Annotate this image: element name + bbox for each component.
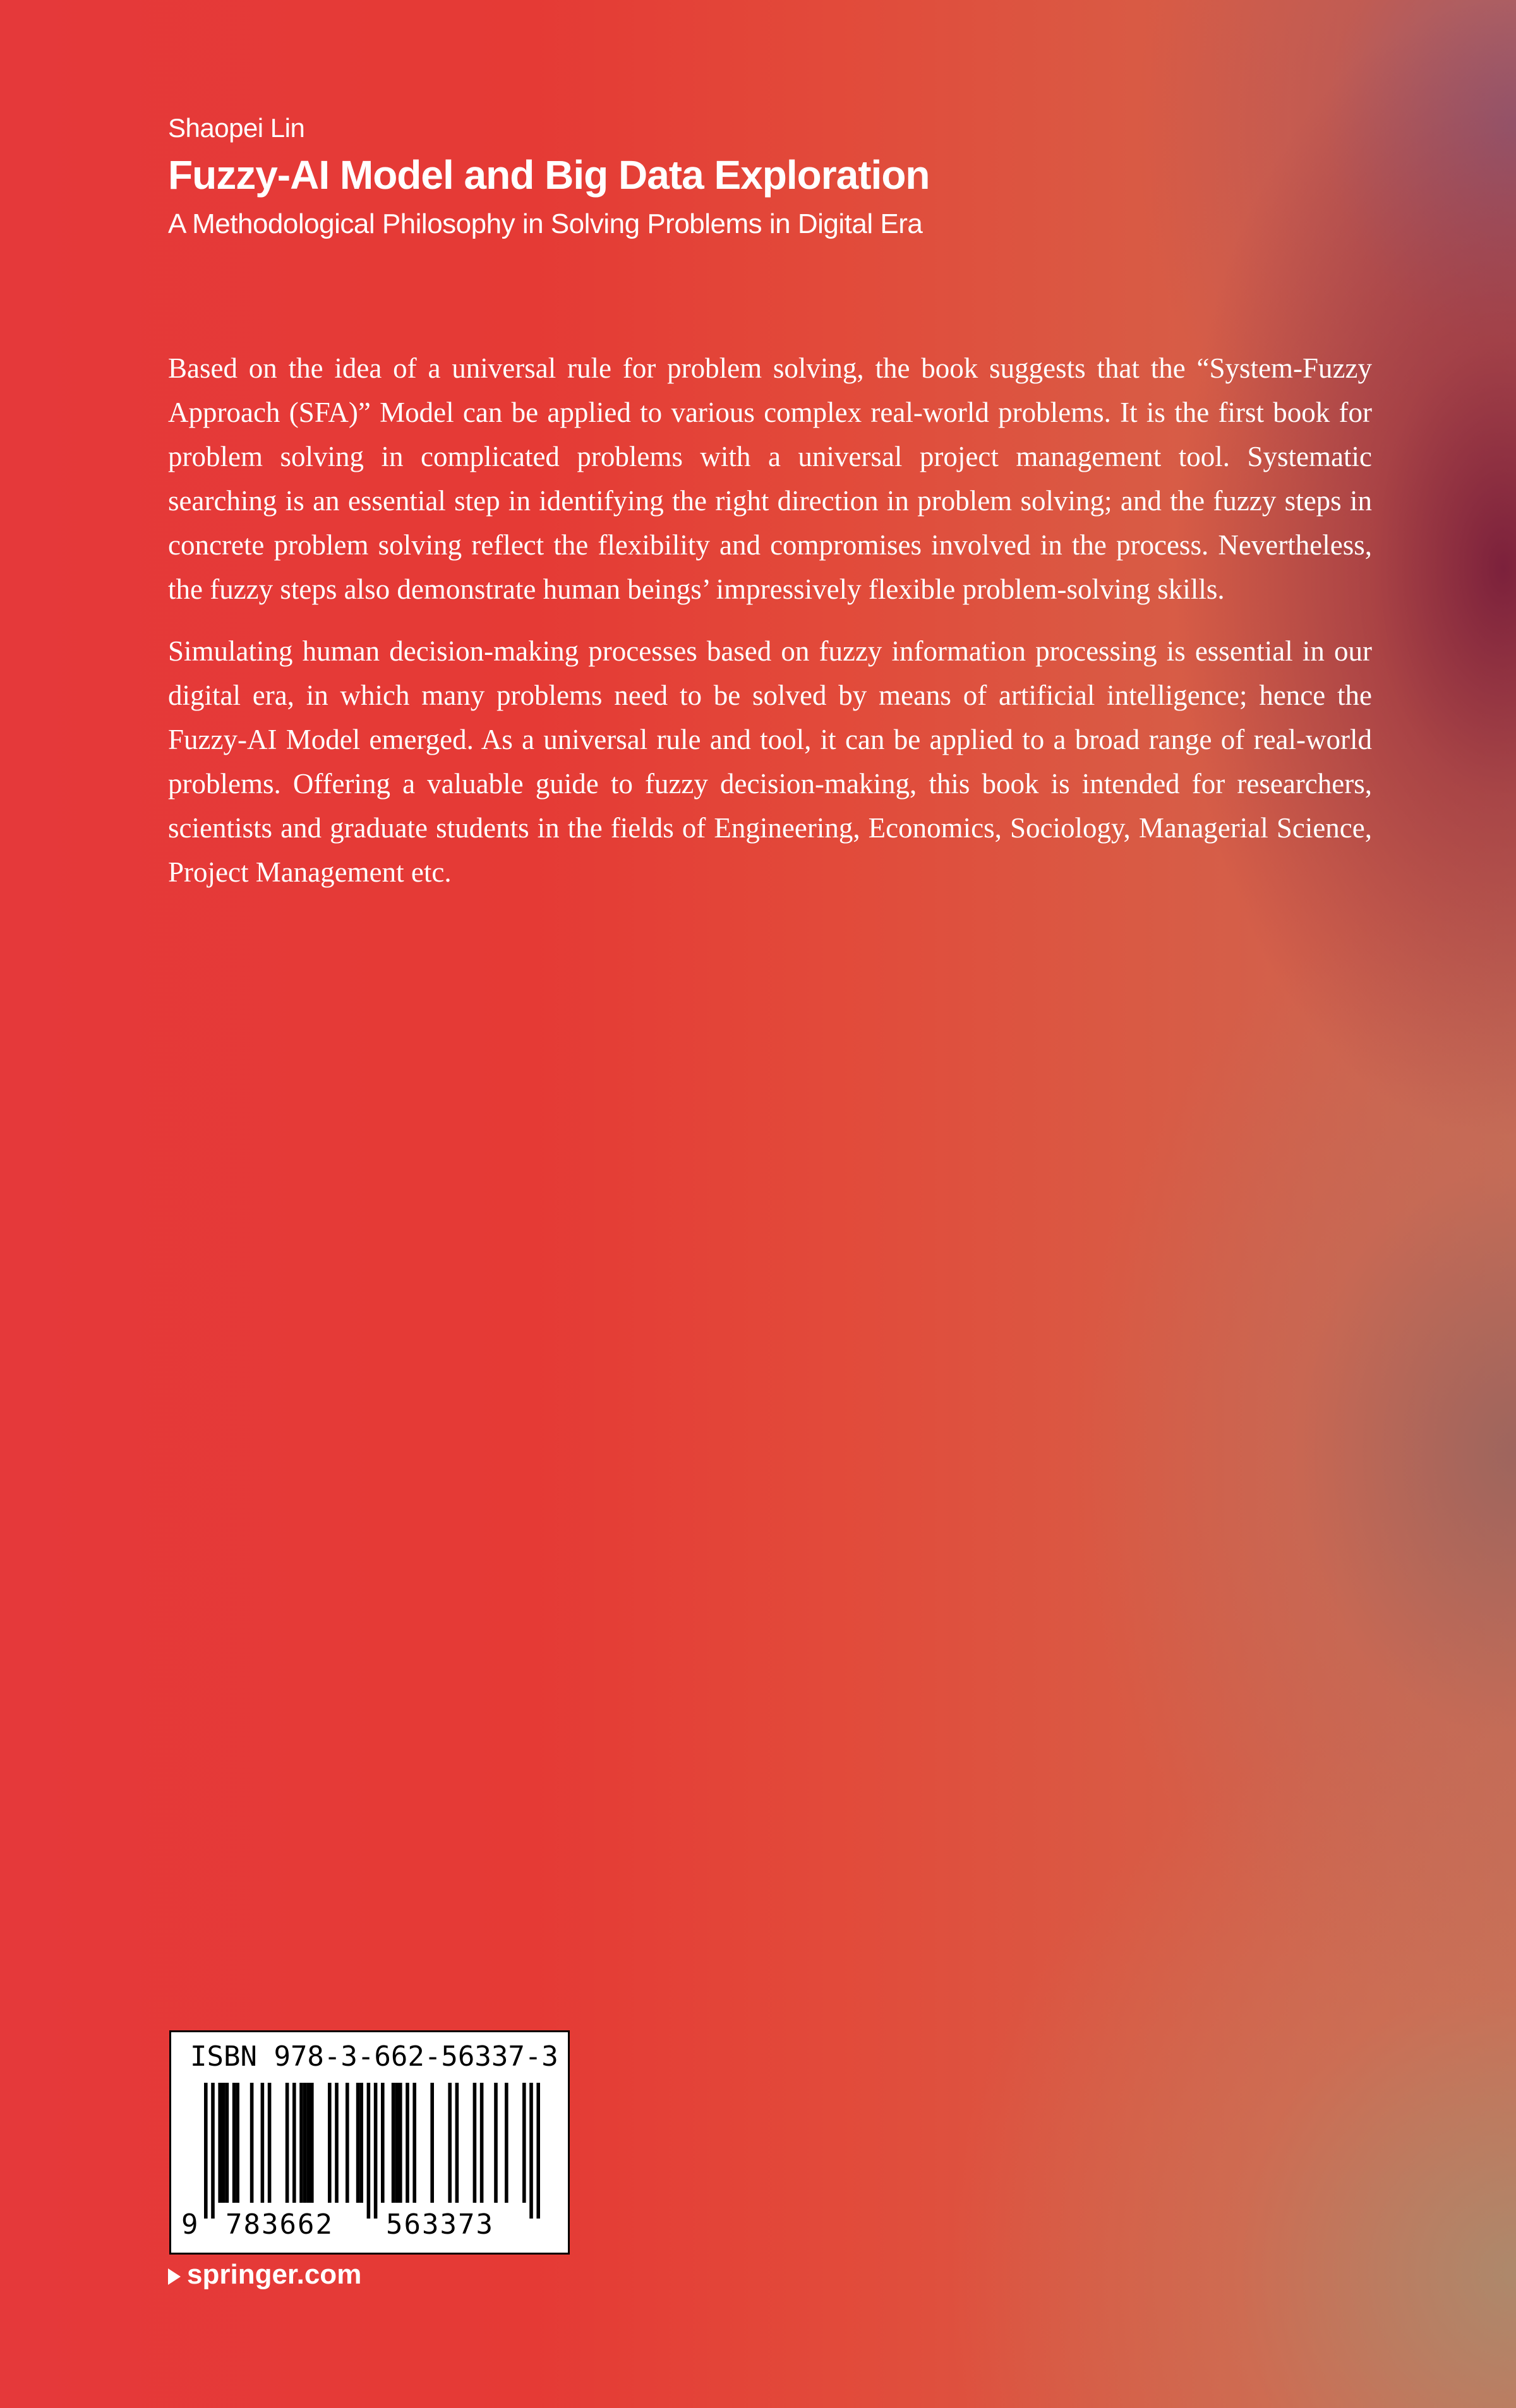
barcode-bar bbox=[211, 2083, 215, 2219]
barcode-bar bbox=[303, 2083, 307, 2203]
barcode-digit-group-right: 563373 bbox=[386, 2208, 494, 2241]
barcode-bar bbox=[286, 2083, 289, 2203]
barcode-digit-group-left: 783662 bbox=[226, 2208, 334, 2241]
barcode-bar bbox=[310, 2083, 314, 2203]
barcode-bar bbox=[268, 2083, 272, 2203]
author-name: Shaopei Lin bbox=[168, 113, 305, 143]
barcode-bar bbox=[226, 2083, 229, 2203]
barcode-bar bbox=[480, 2083, 484, 2203]
barcode-bar bbox=[359, 2083, 363, 2203]
description-paragraph-2: Simulating human decision-making processes based on fuzzy information processing is essential in our digital era, in which many problems need to be solved by means of artificial intelligence; hence the Fuzzy-AI Model emerged. As a universal rule and tool, it can be applied to a broad range of real-world problems. Offering a valuable guide to fuzzy decision-making, this book is intended for researchers, scientists and graduate students in the fields of Engineering, Economics, Sociology, Managerial Science, Project Management etc. bbox=[168, 635, 1372, 888]
barcode-bar bbox=[328, 2083, 332, 2203]
barcode-bar bbox=[367, 2083, 371, 2219]
barcode-bar bbox=[412, 2083, 416, 2203]
arrow-right-icon bbox=[168, 2268, 181, 2285]
barcode-bar bbox=[406, 2083, 409, 2203]
barcode-bar bbox=[356, 2083, 360, 2203]
barcode-bar bbox=[448, 2083, 452, 2203]
barcode-bar bbox=[374, 2083, 378, 2219]
barcode-bar bbox=[222, 2083, 226, 2203]
barcode-bar bbox=[529, 2083, 533, 2219]
barcode-bar bbox=[455, 2083, 459, 2203]
barcode-bar bbox=[346, 2083, 349, 2203]
publisher-link[interactable] bbox=[168, 2255, 361, 2295]
isbn-barcode bbox=[169, 2030, 570, 2255]
book-subtitle: A Methodological Philosophy in Solving Problems in Digital Era bbox=[168, 208, 923, 239]
isbn-label: ISBN 978-3-662-56337-3 bbox=[190, 2040, 558, 2073]
barcode-bar bbox=[232, 2083, 236, 2203]
barcode-bar bbox=[335, 2083, 339, 2203]
barcode-bar bbox=[218, 2083, 222, 2203]
barcode-bar bbox=[204, 2083, 208, 2219]
barcode-bar bbox=[236, 2083, 239, 2203]
barcode-digit-first: 9 bbox=[181, 2208, 198, 2241]
barcode-bar bbox=[250, 2083, 254, 2203]
barcode-digits bbox=[171, 2206, 572, 2244]
barcode-bar bbox=[494, 2083, 498, 2203]
publisher-link-label: springer.com bbox=[187, 2259, 362, 2290]
book-title: Fuzzy-AI Model and Big Data Exploration bbox=[168, 152, 930, 198]
barcode-bar bbox=[536, 2083, 540, 2219]
barcode-bar bbox=[399, 2083, 402, 2203]
barcode-bar bbox=[505, 2083, 508, 2203]
barcode-bar bbox=[430, 2083, 434, 2203]
barcode-bar bbox=[299, 2083, 303, 2203]
barcode-bar bbox=[381, 2083, 385, 2203]
barcode-bar bbox=[392, 2083, 395, 2203]
barcode-bar bbox=[292, 2083, 296, 2203]
barcode-bar bbox=[522, 2083, 526, 2203]
barcode-bar bbox=[306, 2083, 310, 2203]
barcode-bar bbox=[473, 2083, 477, 2203]
book-header bbox=[168, 111, 1368, 243]
barcode-bars bbox=[185, 2083, 558, 2222]
barcode-bar bbox=[261, 2083, 265, 2203]
book-description bbox=[168, 346, 1372, 912]
description-paragraph-1: Based on the idea of a universal rule for problem solving, the book suggests that the “System-Fuzzy Approach (SFA)” Model can be applied to various complex real-world problems. It is the first book for problem solving in complicated problems with a universal project management tool. Systematic searching is an essential step in identifying the right direction in problem solving; and the fuzzy steps in concrete problem solving reflect the flexibility and compromises involved in the process. Nevertheless, the fuzzy steps also demonstrate human beings’ impressively flexible problem-solving skills. bbox=[168, 352, 1372, 605]
barcode-bar bbox=[395, 2083, 399, 2203]
